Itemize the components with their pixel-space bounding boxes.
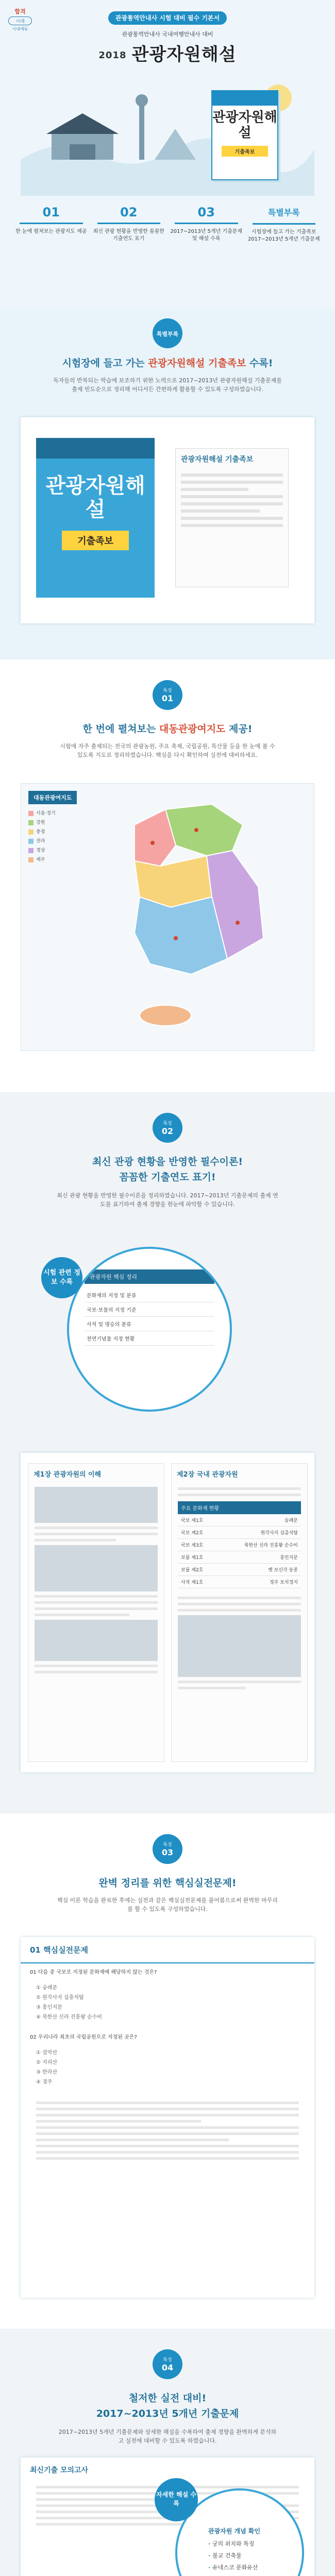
badge-label: 특징 bbox=[163, 1842, 172, 1848]
exercise-question: 02 우리나라 최초의 국립공원으로 지정된 곳은? bbox=[30, 2035, 137, 2040]
bonus-book-subtitle: 기출족보 bbox=[62, 531, 129, 550]
badge-label: 특징 bbox=[163, 2358, 172, 2363]
text-line bbox=[36, 2132, 299, 2135]
book-cover-title: 관광자원해설 bbox=[212, 110, 277, 141]
exercise-option: ① 숭례문 bbox=[36, 1985, 58, 1991]
bonus-page-title: 관광자원해설 기출족보 bbox=[181, 455, 254, 464]
palace-roof bbox=[46, 113, 119, 134]
points-list bbox=[208, 2527, 260, 2576]
book-cover-subtitle: 기출족보 bbox=[222, 146, 268, 157]
feature-section-3 bbox=[0, 1814, 335, 2329]
section-badge bbox=[153, 1834, 182, 1864]
table-cell: 옛 보신각 동종 bbox=[268, 1568, 298, 1573]
feature-number: 특별부록 bbox=[267, 208, 300, 217]
zoom-heading: 관광자원 핵심 정리 bbox=[85, 1269, 214, 1284]
bonus-page-preview bbox=[175, 448, 289, 587]
legend-label: 강원 bbox=[36, 820, 45, 825]
badge-label: 특징 bbox=[163, 1121, 172, 1126]
feature-item-1 bbox=[12, 205, 90, 243]
text-line bbox=[181, 524, 283, 527]
book-spread bbox=[21, 1453, 314, 1772]
left-page bbox=[28, 1463, 164, 1762]
legend-swatch bbox=[28, 820, 34, 825]
bonus-section bbox=[0, 309, 335, 659]
bonus-book-cover bbox=[36, 438, 155, 598]
bonus-headline bbox=[0, 355, 335, 369]
legend-item bbox=[28, 856, 106, 862]
text-line bbox=[36, 2108, 299, 2110]
table-row bbox=[178, 1576, 301, 1588]
text-line bbox=[178, 1597, 301, 1599]
feature-divider bbox=[253, 223, 316, 225]
exercise-heading: 01 핵심실전문제 bbox=[21, 1937, 314, 1963]
zoom-row: 국보·보물의 지정 기준 bbox=[85, 1302, 214, 1317]
bonus-headline-a: 시험장에 들고 가는 bbox=[62, 358, 148, 369]
exercise-option: ④ 북한산 신라 진흥왕 순수비 bbox=[36, 2014, 102, 2020]
feature-row bbox=[12, 205, 323, 243]
legend-swatch bbox=[28, 839, 34, 844]
bonus-badge bbox=[153, 318, 182, 348]
feature-item-2 bbox=[90, 205, 168, 243]
table-cell: 국보 제1호 bbox=[181, 1518, 204, 1523]
text-line bbox=[178, 1487, 301, 1490]
page-image bbox=[35, 1545, 158, 1591]
hero-pill: 관광통역안내사 시험 대비 필수 기본서 bbox=[108, 11, 227, 25]
zoom-row: 천연기념물 지정 현황 bbox=[85, 1331, 214, 1346]
text-line bbox=[36, 2139, 229, 2141]
palace-gate bbox=[70, 144, 95, 160]
legend-item bbox=[28, 828, 106, 835]
page-image bbox=[35, 1620, 158, 1661]
feature-section-2 bbox=[0, 1092, 335, 1814]
brand-logo bbox=[8, 7, 32, 32]
badge-number: 02 bbox=[161, 1126, 174, 1136]
bonus-book-title: 관광자원해설 bbox=[45, 474, 145, 521]
legend-label: 제주 bbox=[36, 857, 45, 862]
map-marker bbox=[150, 841, 155, 845]
table-cell: 보물 제1호 bbox=[181, 1555, 204, 1561]
map-marker bbox=[174, 936, 178, 940]
section-heading: 최신 관광 현황을 반영한 필수이론! bbox=[92, 1156, 243, 1167]
text-line bbox=[35, 1539, 116, 1541]
section-description: 최신 관광 현황을 반영한 필수이론을 정리하였습니다. 2017~2013년 기출문제의 출제 연도를 표기하여 출제 경향을 한눈에 파악할 수 있습니다. bbox=[57, 1192, 278, 1208]
hero-year: 2018 bbox=[98, 50, 127, 61]
region-jeolla bbox=[135, 897, 227, 974]
map-tag: 대동관광여지도 bbox=[28, 791, 77, 804]
table-row bbox=[178, 1539, 301, 1551]
tower-top bbox=[136, 94, 148, 107]
feature-item-4 bbox=[245, 205, 323, 243]
zoom-row: 사적 및 명승의 분류 bbox=[85, 1317, 214, 1331]
feature-section-1 bbox=[0, 659, 335, 1092]
table-row bbox=[178, 1514, 301, 1527]
feature-text: 한 눈에 펼쳐보는 관광지도 제공 bbox=[15, 229, 87, 234]
text-line bbox=[36, 2102, 299, 2104]
legend-label: 경상 bbox=[36, 848, 45, 853]
table-row bbox=[178, 1551, 301, 1564]
table-cell: 국보 제2호 bbox=[181, 1531, 204, 1536]
logo-text-top: 합격 bbox=[14, 8, 26, 15]
text-line bbox=[181, 510, 260, 513]
heading-part-c: 제공! bbox=[225, 723, 253, 735]
bonus-headline-b: 관광자원해설 기출족보 bbox=[148, 358, 246, 369]
point-item: · 유네스코 문화유산 bbox=[208, 2563, 260, 2571]
map-marker bbox=[194, 828, 198, 832]
table-cell: 흥인지문 bbox=[280, 1555, 298, 1561]
book-cover-band bbox=[212, 91, 277, 106]
points-tag: 자세한 해설 수록 bbox=[155, 2478, 198, 2521]
exercise-option: ③ 한라산 bbox=[36, 2070, 58, 2075]
legend-item bbox=[28, 837, 106, 844]
point-item: · 불교 건축물 bbox=[208, 2551, 260, 2560]
heading-part-b: 대동관광여지도 bbox=[159, 723, 226, 735]
exercise-option: ① 설악산 bbox=[36, 2050, 58, 2056]
section-description: 2017~2013년 5개년 기출문제와 상세한 해설을 수록하여 출제 경향을 완벽하게 분석하고 실전에 대비할 수 있도록 하였습니다. bbox=[58, 2429, 277, 2444]
feature-number: 02 bbox=[120, 205, 138, 219]
bonus-card bbox=[21, 417, 314, 623]
legend-swatch bbox=[28, 857, 34, 862]
text-line bbox=[178, 1609, 301, 1612]
hero-subtitle: 관광통역안내사 국내여행안내사 대비 bbox=[122, 31, 213, 38]
section-heading bbox=[0, 721, 335, 735]
legend-item bbox=[28, 809, 106, 816]
text-line bbox=[181, 495, 283, 498]
text-line bbox=[35, 1607, 158, 1610]
exercise-option: ③ 흥인지문 bbox=[36, 2005, 62, 2010]
text-line bbox=[35, 1533, 158, 1535]
zoom-tag: 시험 관련 정보 수록 bbox=[41, 1257, 82, 1298]
text-line bbox=[36, 2157, 299, 2160]
section-heading-2: 2017~2013년 5개년 기출문제 bbox=[96, 2408, 239, 2419]
logo-text-mid: 시대 bbox=[8, 16, 32, 25]
feature-section-4 bbox=[0, 2329, 335, 2576]
table-cell: 원각사지 십층석탑 bbox=[260, 1531, 298, 1536]
text-line bbox=[35, 1527, 158, 1529]
table-cell: 숭례문 bbox=[284, 1518, 298, 1523]
hero-book-cover bbox=[211, 90, 278, 180]
tourism-map bbox=[21, 783, 314, 1051]
legend-swatch bbox=[28, 811, 34, 816]
table-row bbox=[178, 1564, 301, 1576]
text-line bbox=[36, 2145, 299, 2147]
zoom-callout bbox=[67, 1247, 232, 1412]
section-description: 핵심 이론 학습을 완료한 후에는 실전과 같은 핵심실전문제를 풀어봄으로써 완벽한 마무리를 할 수 있도록 구성하였습니다. bbox=[57, 1897, 278, 1912]
section-heading-2: 꼼꼼한 기출연도 표기! bbox=[119, 1172, 216, 1183]
region-jeju bbox=[140, 1005, 191, 1026]
legend-swatch bbox=[28, 829, 34, 835]
text-line bbox=[35, 1665, 158, 1667]
bonus-book-band bbox=[36, 438, 155, 459]
map-marker bbox=[236, 921, 240, 925]
text-line bbox=[181, 517, 283, 520]
feature-text: 2017~2013년 5개년 기출문제 및 해설 수록 bbox=[170, 229, 243, 242]
table-cell: 북한산 신라 진흥왕 순수비 bbox=[244, 1543, 298, 1548]
exercise-option: ④ 경주 bbox=[36, 2079, 53, 2085]
points-title: 관광자원 개념 확인 bbox=[208, 2528, 261, 2535]
text-line bbox=[36, 2120, 201, 2123]
section-badge bbox=[153, 680, 182, 710]
exercise-filler bbox=[30, 2102, 305, 2160]
exercise-option: ② 원각사지 십층석탑 bbox=[36, 1995, 84, 2001]
table-header: 주요 문화재 현황 bbox=[178, 1501, 301, 1514]
text-line bbox=[35, 1601, 158, 1604]
feature-divider bbox=[20, 223, 83, 224]
section-description: 시험에 자주 출제되는 전국의 관광농원, 주요 축제, 국립공원, 특산물 등을 한 눈에 볼 수 있도록 지도로 정리하였습니다. 핵심을 다시 확인하며 실전에 대비하세요. bbox=[60, 743, 275, 758]
section-badge bbox=[153, 2349, 182, 2379]
bonus-badge-text: 특별부록 bbox=[156, 331, 179, 337]
table-cell: 경주 포석정지 bbox=[269, 1580, 298, 1585]
feature-number: 03 bbox=[197, 205, 215, 219]
mock-exam-card bbox=[21, 2458, 314, 2576]
badge-number: 01 bbox=[161, 693, 174, 703]
map-legend bbox=[28, 809, 106, 865]
feature-number: 01 bbox=[42, 205, 60, 219]
text-line bbox=[178, 1681, 301, 1683]
text-line bbox=[178, 1494, 301, 1496]
hero-title-text: 관광자원해설 bbox=[131, 44, 237, 65]
page-image bbox=[178, 1615, 301, 1677]
text-line bbox=[35, 1614, 129, 1616]
heading-part-a: 한 번에 펼쳐보는 bbox=[82, 723, 159, 735]
text-line bbox=[36, 2126, 299, 2129]
page-title: 제1장 관광자원의 이해 bbox=[34, 1471, 102, 1479]
section-badge bbox=[153, 1113, 182, 1143]
text-line bbox=[181, 502, 283, 505]
korea-map-shape bbox=[104, 794, 310, 1041]
section-heading: 완벽 정리를 위한 핵심실전문제! bbox=[98, 1877, 237, 1889]
table-row bbox=[178, 1527, 301, 1539]
text-line bbox=[36, 2151, 299, 2154]
region-gangwon bbox=[165, 804, 243, 856]
page-image bbox=[35, 1487, 158, 1523]
tower-shape bbox=[139, 103, 144, 160]
logo-text-bottom: 시대에듀 bbox=[12, 27, 28, 31]
legend-item bbox=[28, 846, 106, 853]
badge-number: 03 bbox=[161, 1848, 174, 1857]
mock-exam-heading: 최신기출 모의고사 bbox=[30, 2466, 89, 2475]
legend-item bbox=[28, 819, 106, 825]
text-line bbox=[35, 1595, 158, 1598]
zoom-row: 문화재의 지정 및 분류 bbox=[85, 1288, 214, 1302]
badge-label: 특징 bbox=[163, 688, 172, 693]
text-line bbox=[178, 1603, 301, 1605]
text-line bbox=[178, 1687, 246, 1689]
feature-divider bbox=[97, 223, 161, 224]
legend-label: 전라 bbox=[36, 839, 45, 844]
section-heading: 철저한 실전 대비! bbox=[128, 2393, 207, 2404]
feature-item-3 bbox=[167, 205, 245, 243]
exercise-question: 01 다음 중 국보로 지정된 문화재에 해당하지 않는 것은? bbox=[30, 1970, 157, 1975]
exercise-option: ② 지리산 bbox=[36, 2060, 58, 2065]
page-title: 제2장 국내 관광자원 bbox=[177, 1471, 238, 1479]
right-page bbox=[171, 1463, 308, 1762]
text-line bbox=[36, 2114, 299, 2116]
feature-divider bbox=[175, 223, 238, 224]
bonus-description: 독자들의 반복되는 학습에 보조하기 위한 노력으로 2017~2013년 관광자원해설 기출문제를 출제 빈도순으로 정리해 어디서든 간편하게 활용할 수 있도록 구성하였습니다. bbox=[53, 377, 282, 393]
bonus-headline-c: 수록! bbox=[246, 358, 273, 369]
feature-text: 최신 관광 현황을 반영한 꼼꼼한 기출연도 표기 bbox=[93, 229, 164, 242]
table-cell: 국보 제3호 bbox=[181, 1543, 204, 1548]
badge-number: 04 bbox=[161, 2363, 174, 2372]
point-item: · 궁의 위치와 특징 bbox=[208, 2539, 260, 2548]
table-cell: 사적 제1호 bbox=[181, 1580, 204, 1585]
hero-section bbox=[0, 0, 335, 309]
hero-title bbox=[0, 40, 335, 65]
legend-label: 충청 bbox=[36, 829, 45, 835]
legend-label: 서울·경기 bbox=[36, 811, 56, 816]
text-line bbox=[35, 1671, 158, 1673]
text-line bbox=[181, 473, 283, 477]
table-cell: 보물 제2호 bbox=[181, 1568, 204, 1573]
exercise-card bbox=[21, 1937, 314, 2298]
text-line bbox=[181, 481, 283, 484]
text-line bbox=[181, 488, 248, 491]
legend-swatch bbox=[28, 848, 34, 853]
feature-text: 시험장에 들고 가는 기출족보 2017~2013년 5개년 기출문제 bbox=[247, 229, 320, 242]
